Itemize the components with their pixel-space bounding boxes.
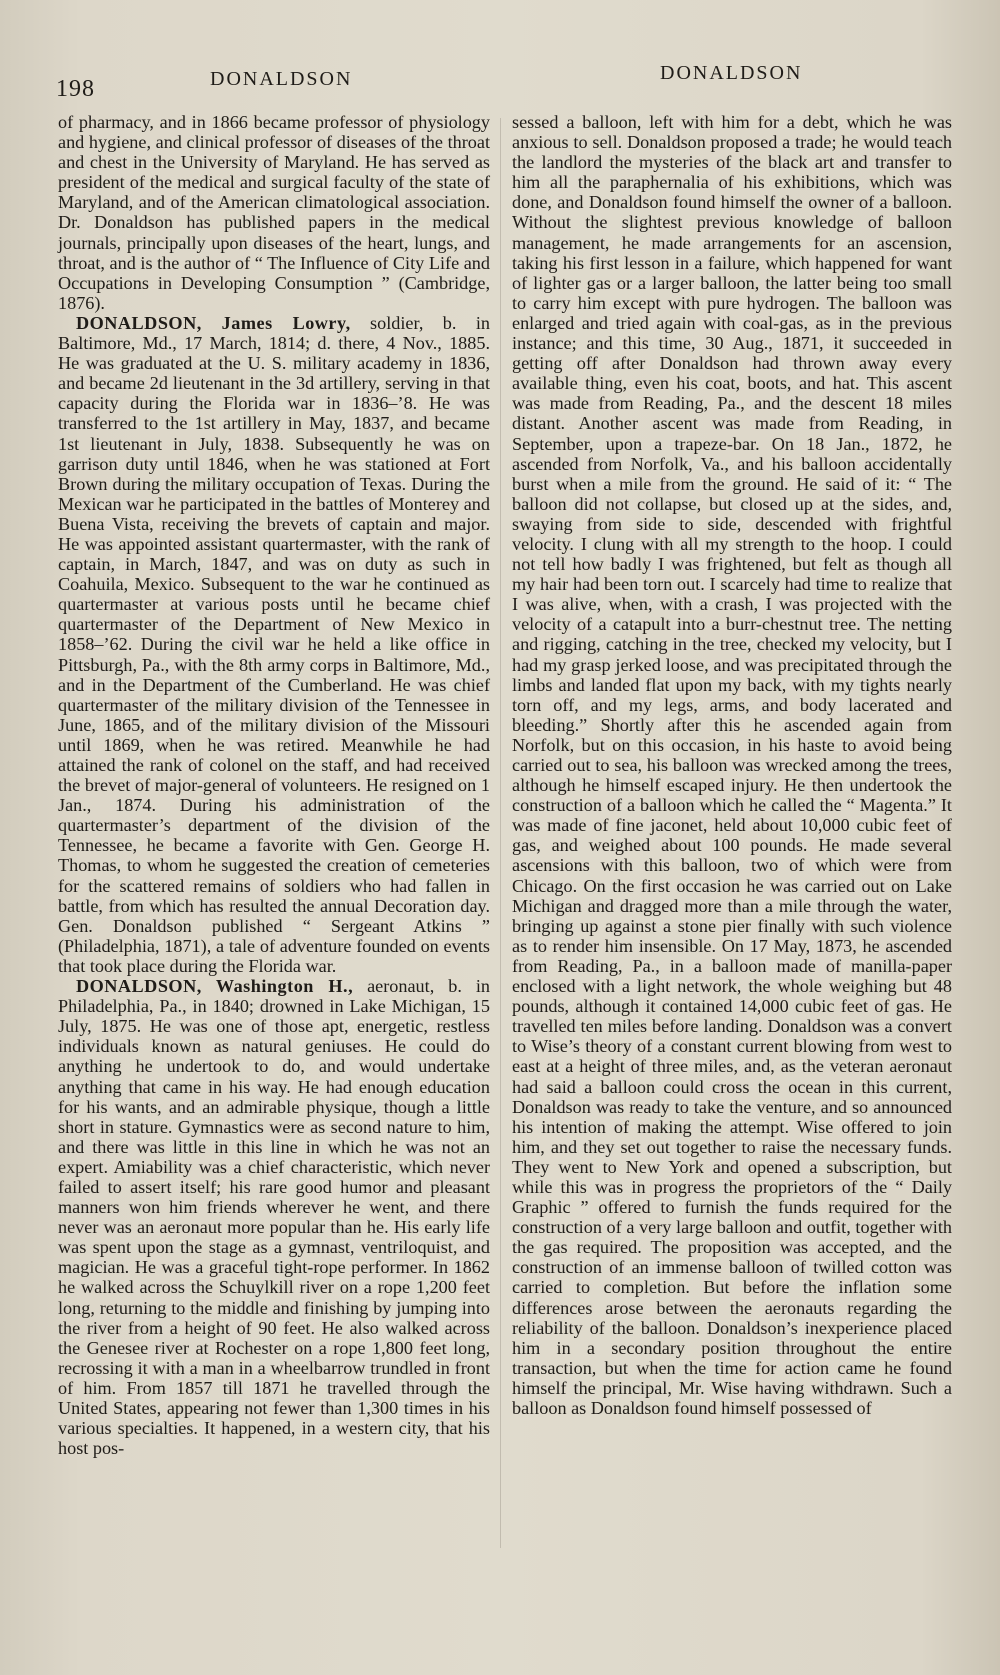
page-number: 198 (56, 76, 95, 102)
entry-text: aeronaut, b. in Philadelphia, Pa., in 1840; drowned in Lake Michigan, 15 July, 1875. He was one of those apt, energetic, restless individuals known as natural geniuses. He could do anything he undertook to do, and would undertake anything that came in his way. He had enough education for his wants, and an admirable physique, though a little short in stature. Gymnastics were as second nature to him, and there was little in this line in which he was not an expert. Amiability was a chief characteristic, which never failed to assert itself; his rare good humor and pleasant manners won him friends wherever he went, and there never was an aeronaut more popular than he. His early life was spent upon the stage as a gymnast, ventriloquist, and magician. He was a graceful tight-rope performer. In 1862 he walked across the Schuylkill river on a rope 1,200 feet long, returning to the middle and finishing by jumping into the river from a height of 90 feet. He also walked across the Genesee river at Rochester on a rope 1,800 feet long, recrossing it with a man in a wheelbarrow trundled in front of him. From 1857 till 1871 he travelled through the United States, appearing not fewer than 1,300 times in his various specialties. It happened, in a western city, that his host pos- (58, 976, 490, 1459)
entry-headword: DONALDSON, James Lowry, (76, 312, 351, 333)
right-column (512, 112, 952, 1418)
left-column (58, 112, 490, 1458)
continued-paragraph: of pharmacy, and in 1866 became professor of physiology and hygiene, and clinical professor of diseases of the throat and chest in the University of Maryland. He has served as president of the medical and surgical faculty of the state of Maryland, and of the American climatological association. Dr. Donaldson has published papers in the medical journals, principally upon diseases of the heart, lungs, and throat, and is the author of “ The Influence of City Life and Occupations in Developing Consumption ” (Cambridge, 1876). (58, 112, 490, 313)
column-divider (500, 118, 501, 1548)
running-head-left: DONALDSON (210, 68, 353, 90)
page-header (40, 62, 960, 102)
entry-text: soldier, b. in Baltimore, Md., 17 March, 1814; d. there, 4 Nov., 1885. He was graduated at the U. S. military academy in 1836, and became 2d lieutenant in the 3d artillery, serving in that capacity during the Florida war in 1836–’8. He was transferred to the 1st artillery in May, 1837, and became 1st lieutenant in July, 1838. Subsequently he was on garrison duty until 1846, when he was stationed at Fort Brown during the military occupation of Texas. During the Mexican war he participated in the battles of Monterey and Buena Vista, receiving the brevets of captain and major. He was appointed assistant quartermaster, with the rank of captain, in March, 1847, and was on duty as such in Coahuila, Mexico. Subsequent to the war he continued as quartermaster at various posts until he became chief quartermaster of the Department of New Mexico in 1858–’62. During the civil war he held a like office in Pittsburgh, Pa., with the 8th army corps in Baltimore, Md., and in the Department of the Cumberland. He was chief quartermaster of the military division of the Tennessee in June, 1865, and of the military division of the Missouri until 1869, when he was retired. Meanwhile he had attained the rank of colonel on the staff, and had received the brevet of major-general of volunteers. He resigned on 1 Jan., 1874. During his administration of the quartermaster’s department of the division of the Tennessee, he became a favorite with Gen. George H. Thomas, to whom he suggested the creation of cemeteries for the scattered remains of soldiers who had fallen in battle, from which has resulted the annual Decoration day. Gen. Donaldson published “ Sergeant Atkins ” (Philadelphia, 1871), a tale of adventure founded on events that took place during the Florida war. (58, 312, 490, 976)
continued-paragraph: sessed a balloon, left with him for a debt, which he was anxious to sell. Donaldson proposed a trade; he would teach the landlord the mysteries of the black art and transfer to him all the paraphernalia of his exhibitions, which was done, and Donaldson found himself the owner of a balloon. Without the slightest previous knowledge of balloon management, he made arrangements for an ascension, taking his first lesson in a failure, which happened for want of lighter gas or a larger balloon, the latter being too small to carry him except with pure hydrogen. The balloon was enlarged and tried again with coal-gas, as in the previous instance; and this time, 30 Aug., 1871, it succeeded in getting off after Donaldson had thrown away every available thing, even his coat, boots, and hat. This ascent was made from Reading, Pa., and the descent 18 miles distant. Another ascent was made from Reading, in September, upon a trapeze-bar. On 18 Jan., 1872, he ascended from Norfolk, Va., and his balloon accidentally burst when a mile from the ground. He said of it: “ The balloon did not collapse, but closed up at the sides, and, swaying from side to side, descended with frightful velocity. I clung with all my strength to the hoop. I could not tell how badly I was frightened, but felt as though all my hair had been torn out. I scarcely had time to realize that I was alive, when, with a crash, I was projected with the velocity of a catapult into a burr-chestnut tree. The netting and rigging, catching in the tree, checked my velocity, but I had my grasp jerked loose, and was precipitated through the limbs and landed flat upon my back, with my tights nearly torn off, and my legs, arms, and body lacerated and bleeding.” Shortly after this he ascended again from Norfolk, but on this occasion, in his haste to avoid being carried out to sea, his balloon was wrecked among the trees, although he himself escaped injury. He then undertook the construction of a balloon which he called the “ Magenta.” It was made of fine jaconet, held about 10,000 cubic feet of gas, and weighed about 100 pounds. He made several ascensions with this balloon, two of which were from Chicago. On the first occasion he was carried out on Lake Michigan and dragged more than a mile through the water, bringing up against a stone pier finally with such violence as to render him insensible. On 17 May, 1873, he ascended from Reading, Pa., in a balloon made of manilla-paper enclosed with a light network, the whole weighing but 48 pounds, although it contained 14,000 cubic feet of gas. He travelled ten miles before landing. Donaldson was a convert to Wise’s theory of a constant current blowing from west to east at a height of three miles, and, as the veteran aeronaut had said a balloon could cross the ocean in this current, Donaldson was ready to take the venture, and so announced his intention of making the attempt. Wise offered to join him, and they set out together to raise the necessary funds. They went to New York and opened a subscription, but while this was in progress the proprietors of the “ Daily Graphic ” offered to furnish the funds required for the construction of a very large balloon and outfit, together with the gas required. The proposition was accepted, and the construction of an immense balloon of twilled cotton was carried to completion. But before the inflation some differences arose between the aeronauts regarding the reliability of the balloon. Donaldson’s inexperience placed him in a secondary position throughout the entire transaction, but when the time for action came he found himself the principal, Mr. Wise having withdrawn. Such a balloon as Donaldson found himself possessed of (512, 112, 952, 1418)
entry-headword: DONALDSON, Washington H., (76, 976, 354, 997)
running-head-right: DONALDSON (660, 62, 803, 84)
entry-james-lowry-donaldson (58, 313, 490, 976)
entry-washington-h-donaldson (58, 976, 490, 1458)
